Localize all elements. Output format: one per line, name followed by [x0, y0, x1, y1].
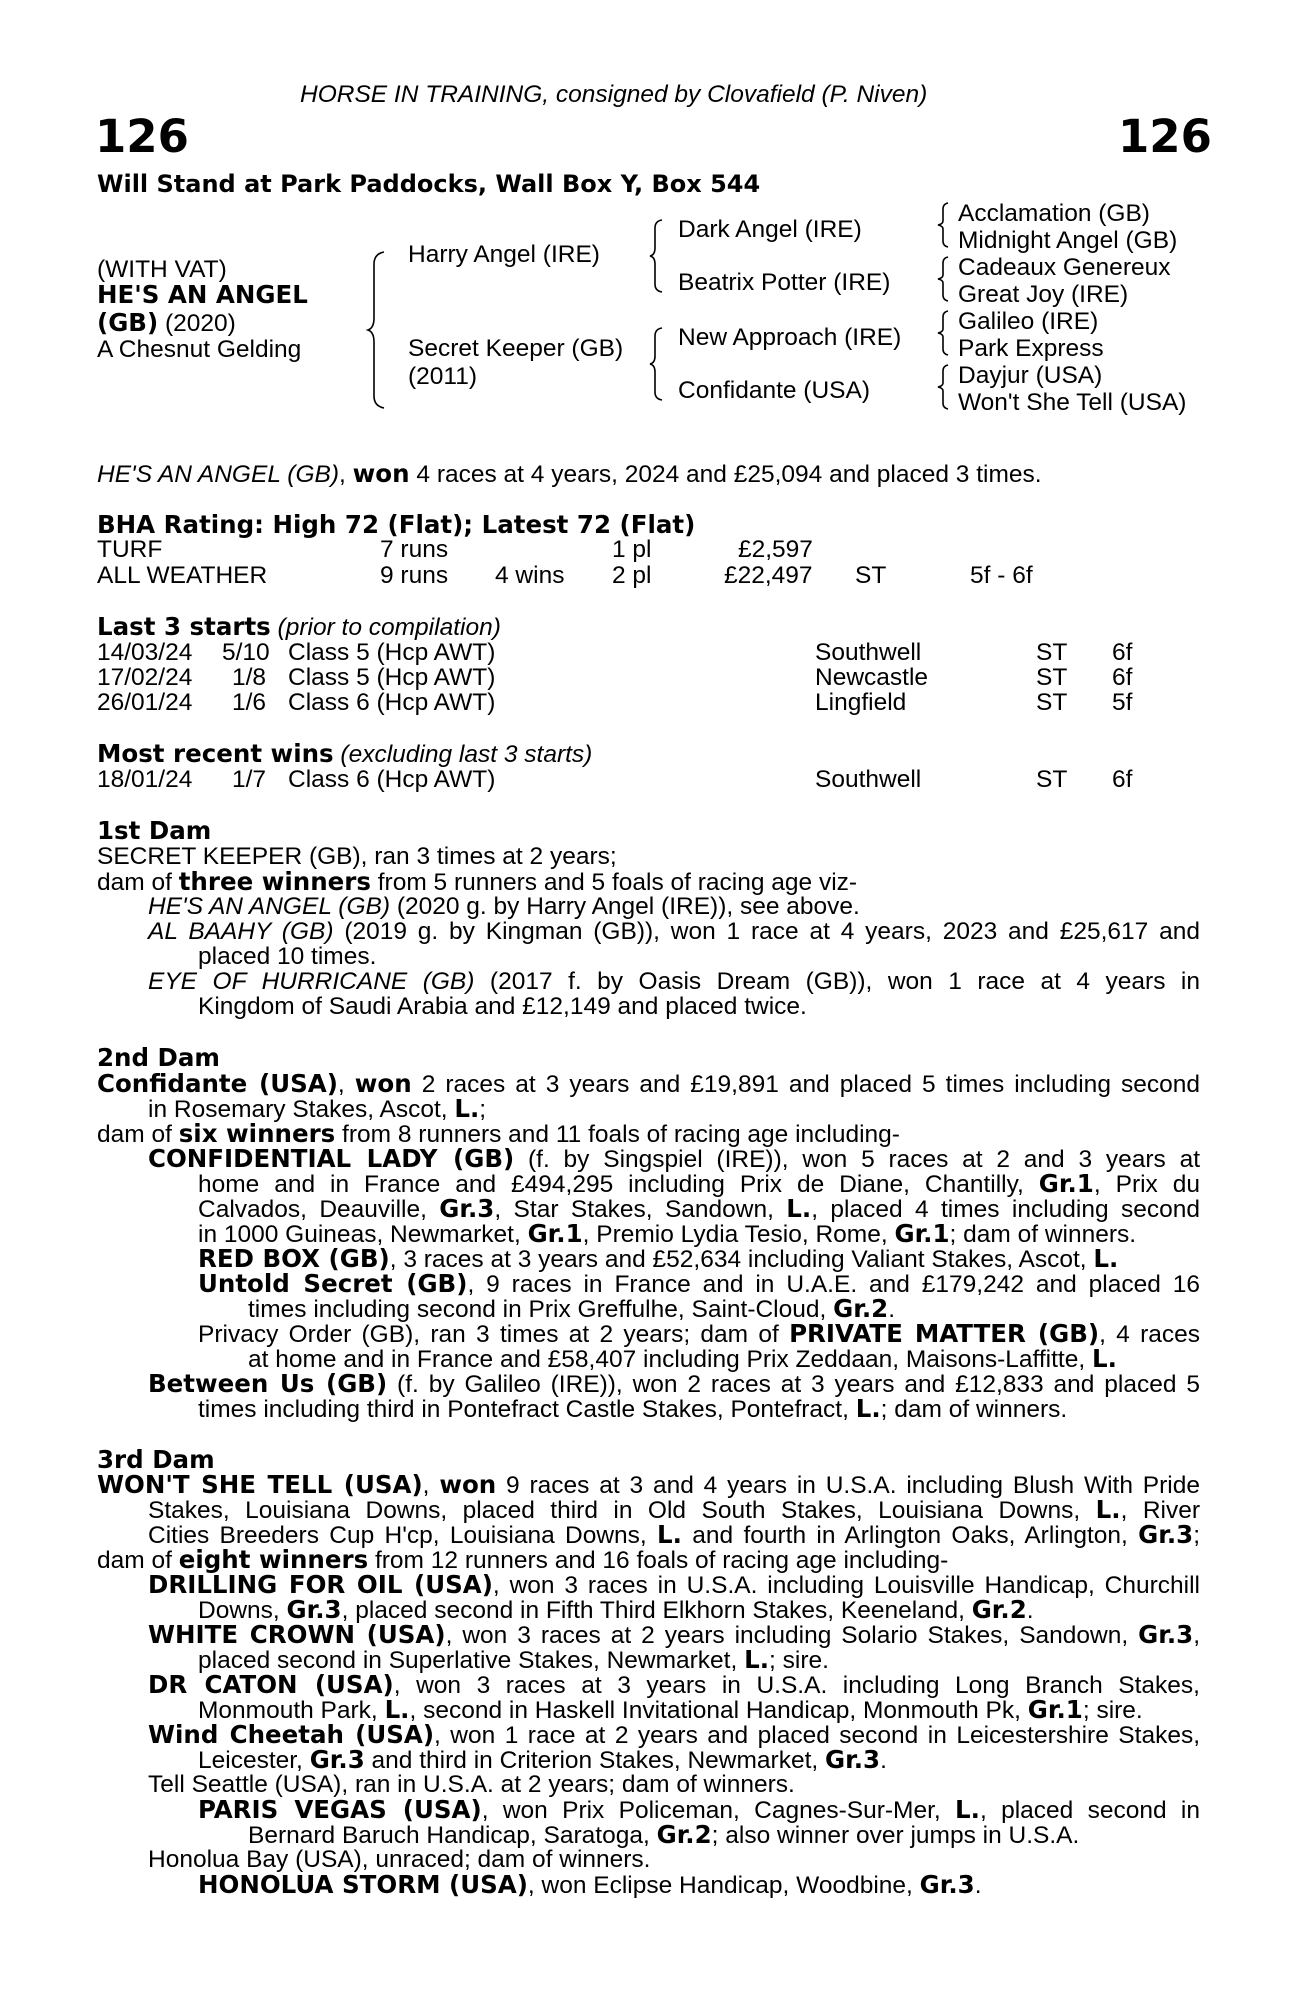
- text: from 8 runners and 11 foals of racing age including-: [335, 1121, 900, 1148]
- win-class: Class 6 (Hcp AWT): [288, 766, 496, 793]
- start-position: 5/10: [222, 639, 270, 666]
- child-name: EYE OF HURRICANE (GB): [148, 968, 475, 995]
- horse-name-line: [97, 282, 308, 309]
- child-name: HE'S AN ANGEL (GB): [148, 893, 391, 920]
- sire-dam: Beatrix Potter (IRE): [678, 269, 891, 296]
- text: in 1000 Guineas, Newmarket,: [198, 1221, 528, 1248]
- rating-prize-aw: £22,497: [724, 562, 813, 589]
- horse-name: HE'S AN ANGEL: [97, 280, 308, 309]
- grade-label: Gr.3: [286, 1595, 342, 1624]
- pedigree-brace-ggp-4: [938, 364, 950, 410]
- ggp-7: Dayjur (USA): [958, 362, 1103, 389]
- text: dam of: [97, 869, 179, 896]
- grade-label: Gr.2: [971, 1595, 1027, 1624]
- vat-note: (WITH VAT): [97, 256, 227, 283]
- rating-surface-aw: ALL WEATHER: [97, 562, 268, 589]
- summary-won: won: [352, 459, 410, 488]
- confidential-lady-line-2: [198, 1171, 1200, 1198]
- win-going: ST: [1036, 766, 1068, 793]
- start-course: Southwell: [815, 639, 922, 666]
- ggp-3: Cadeaux Genereux: [958, 254, 1171, 281]
- dam1-child-1: [148, 894, 860, 920]
- tell-seattle-line: Tell Seattle (USA), ran in U.S.A. at 2 years; dam of winners.: [148, 1771, 795, 1798]
- horse-name: PRIVATE MATTER (GB): [789, 1319, 1100, 1348]
- text: , placed second in Fifth Third Elkhorn Stakes, Keeneland,: [341, 1597, 972, 1624]
- ggp-5: Galileo (IRE): [958, 308, 1099, 335]
- text: , won 1 race at 2 years and placed second in Leicestershire Stakes,: [434, 1722, 1201, 1749]
- grade-label: Gr.3: [439, 1194, 495, 1223]
- horse-origin-line: [97, 310, 236, 337]
- text: Privacy Order (GB), ran 3 times at 2 years; dam of: [198, 1321, 790, 1348]
- listed-label: L.: [1093, 1244, 1119, 1273]
- text: , Star Stakes, Sandown,: [494, 1196, 787, 1223]
- race-summary: HE'S AN ANGEL (GB), won 4 races at 4 years, 2024 and £25,094 and placed 3 times.: [97, 459, 1042, 488]
- summary-text: 4 races at 4 years, 2024 and £25,094 and placed 3 times.: [409, 461, 1042, 488]
- pedigree-brace-ggp-2: [938, 256, 950, 302]
- text: , 9 races in France and in U.A.E. and £179,242 and placed 16: [467, 1271, 1200, 1298]
- ggp-4: Great Joy (IRE): [958, 281, 1129, 308]
- paris-vegas-line-2: [248, 1822, 1079, 1849]
- text: ;: [1193, 1522, 1200, 1549]
- text: , won 3 races in U.S.A. including Louisville Handicap, Churchill: [492, 1572, 1200, 1599]
- ggp-1: Acclamation (GB): [958, 200, 1150, 227]
- win-date: 18/01/24: [97, 766, 193, 793]
- text: .: [888, 1296, 895, 1323]
- dam1-heading: 1st Dam: [97, 816, 212, 845]
- pedigree-brace-dam: [650, 326, 666, 402]
- listed-label: L.: [955, 1795, 980, 1824]
- ggp-8: Won't She Tell (USA): [958, 389, 1187, 416]
- rating-heading: BHA Rating: High 72 (Flat); Latest 72 (Flat): [97, 510, 696, 539]
- text: ,: [422, 1472, 440, 1499]
- wind-cheetah-line-1: [148, 1722, 1200, 1749]
- listed-label: L.: [1095, 1495, 1121, 1524]
- text: .: [974, 1872, 982, 1899]
- text: , placed second in: [979, 1797, 1200, 1824]
- dam3-heading: 3rd Dam: [97, 1445, 215, 1474]
- horse-name: Wind Cheetah (USA): [148, 1720, 435, 1749]
- horse-name: DR CATON (USA): [148, 1670, 394, 1699]
- start-distance: 6f: [1112, 664, 1133, 691]
- start-distance: 5f: [1112, 689, 1133, 716]
- summary-horse: HE'S AN ANGEL (GB): [97, 461, 340, 488]
- listed-label: L.: [657, 1520, 682, 1549]
- rating-pl-aw: 2 pl: [612, 562, 652, 589]
- text: (2019 g. by Kingman (GB)), won 1 race at 4 years, 2023 and £25,617 and: [333, 918, 1200, 945]
- text: Downs,: [198, 1597, 287, 1624]
- text: , second in Haskell Invitational Handicap, Monmouth Pk,: [409, 1697, 1028, 1724]
- last3-note: (prior to compilation): [270, 614, 501, 641]
- grade-label: Gr.3: [919, 1870, 975, 1899]
- text: ; sire.: [1082, 1697, 1143, 1724]
- last3-heading: Last 3 starts: [97, 612, 271, 641]
- grade-label: Gr.3: [1138, 1520, 1194, 1549]
- text: Monmouth Park,: [198, 1697, 385, 1724]
- rating-wins-aw: 4 wins: [495, 562, 565, 589]
- dam2-line-1: [97, 1071, 1200, 1098]
- horse-name: RED BOX (GB): [198, 1244, 390, 1273]
- listed-label: L.: [786, 1194, 812, 1223]
- horse-name: HONOLUA STORM (USA): [198, 1870, 528, 1899]
- horse-country: (GB): [97, 308, 159, 337]
- text: ,: [1193, 1622, 1201, 1649]
- start-date: 17/02/24: [97, 664, 193, 691]
- text: (f. by Galileo (IRE)), won 2 races at 3 years and £12,833 and placed 5: [387, 1371, 1200, 1398]
- between-us-line-2: [198, 1396, 1067, 1423]
- grade-label: Gr.1: [1027, 1695, 1083, 1724]
- rating-prize-turf: £2,597: [738, 536, 813, 563]
- listed-label: L.: [384, 1695, 410, 1724]
- sire: Harry Angel (IRE): [408, 241, 600, 268]
- text: ; dam of winners.: [880, 1396, 1068, 1423]
- recent-heading: Most recent wins: [97, 739, 334, 768]
- dam1-child-2-cont: placed 10 times.: [198, 943, 377, 970]
- pedigree-brace-ggp-3: [938, 310, 950, 356]
- text: ,: [337, 1071, 355, 1098]
- won-label: won: [439, 1470, 497, 1499]
- horse-name: CONFIDENTIAL LADY (GB): [148, 1144, 515, 1173]
- wind-cheetah-line-2: [198, 1747, 887, 1774]
- start-position: 1/8: [232, 664, 267, 691]
- grade-label: Gr.1: [527, 1219, 583, 1248]
- text: Cities Breeders Cup H'cp, Louisiana Downs,: [148, 1522, 658, 1549]
- recent-heading-line: [97, 741, 592, 768]
- grade-label: Gr.3: [825, 1745, 881, 1774]
- text: Stakes, Louisiana Downs, placed third in Old South Stakes, Louisiana Downs,: [148, 1497, 1096, 1524]
- start-distance: 6f: [1112, 639, 1133, 666]
- text: and fourth in Arlington Oaks, Arlington,: [681, 1522, 1139, 1549]
- dam1-line: SECRET KEEPER (GB), ran 3 times at 2 years;: [97, 843, 617, 870]
- winners-count: six winners: [178, 1119, 336, 1148]
- grade-label: Gr.3: [1138, 1620, 1194, 1649]
- text: , Prix du: [1093, 1171, 1200, 1198]
- grade-label: Gr.1: [894, 1219, 950, 1248]
- text: , placed 4 times including second: [811, 1196, 1200, 1223]
- between-us-line-1: [148, 1371, 1200, 1398]
- win-distance: 6f: [1112, 766, 1133, 793]
- text: , Premio Lydia Tesio, Rome,: [582, 1221, 895, 1248]
- dam1-produce-line: [97, 869, 857, 896]
- dam-name: Confidante (USA): [97, 1069, 338, 1098]
- text: .: [880, 1747, 887, 1774]
- dam1-child-3-cont: Kingdom of Saudi Arabia and £12,149 and placed twice.: [198, 993, 807, 1020]
- win-position: 1/7: [232, 766, 267, 793]
- start-going: ST: [1036, 639, 1068, 666]
- win-course: Southwell: [815, 766, 922, 793]
- pedigree-brace-sire: [650, 218, 666, 294]
- start-class: Class 5 (Hcp AWT): [288, 664, 496, 691]
- rating-runs-turf: 7 runs: [380, 536, 449, 563]
- text: , won 3 races at 2 years including Solario Stakes, Sandown,: [445, 1622, 1139, 1649]
- text: ;: [479, 1096, 487, 1123]
- grade-label: Gr.1: [1038, 1169, 1094, 1198]
- horse-description: A Chesnut Gelding: [97, 336, 302, 363]
- ggp-6: Park Express: [958, 335, 1104, 362]
- pedigree-brace-ggp-1: [938, 202, 950, 248]
- dam3-line-1: [97, 1472, 1200, 1499]
- stand-location: Will Stand at Park Paddocks, Wall Box Y, Box 544: [97, 170, 761, 198]
- listed-label: L.: [1091, 1344, 1117, 1373]
- consignor-line: HORSE IN TRAINING, consigned by Clovafield (P. Niven): [300, 81, 928, 108]
- text: Leicester,: [198, 1747, 310, 1774]
- text: Calvados, Deauville,: [198, 1196, 440, 1223]
- text: (2020 g. by Harry Angel (IRE)), see above.: [390, 893, 860, 920]
- text: times including third in Pontefract Castle Stakes, Pontefract,: [198, 1396, 856, 1423]
- honolua-storm-line: [198, 1872, 982, 1899]
- start-course: Lingfield: [815, 689, 907, 716]
- dam1-child-2: [148, 919, 1200, 945]
- winners-count: eight winners: [178, 1545, 369, 1574]
- text: , River: [1120, 1497, 1200, 1524]
- listed-label: L.: [855, 1394, 881, 1423]
- dam-sire: New Approach (IRE): [678, 324, 902, 351]
- last3-heading-line: [97, 614, 501, 641]
- dam-dam: Confidante (USA): [678, 377, 871, 404]
- grade-label: Gr.2: [833, 1294, 889, 1323]
- dam1-child-3: [148, 969, 1200, 995]
- text: home and in France and £494,295 including Prix de Diane, Chantilly,: [198, 1171, 1039, 1198]
- child-name: AL BAAHY (GB): [148, 918, 334, 945]
- text: ; dam of winners.: [949, 1221, 1137, 1248]
- horse-name: WHITE CROWN (USA): [148, 1620, 446, 1649]
- horse-name: PARIS VEGAS (USA): [198, 1795, 482, 1824]
- text: (2017 f. by Oasis Dream (GB)), won 1 race at 4 years in: [474, 968, 1201, 995]
- text: times including second in Prix Greffulhe, Saint-Cloud,: [248, 1296, 834, 1323]
- dam2-heading: 2nd Dam: [97, 1043, 220, 1072]
- start-date: 26/01/24: [97, 689, 193, 716]
- dam-name: WON'T SHE TELL (USA): [97, 1470, 423, 1499]
- start-position: 1/6: [232, 689, 267, 716]
- text: , won 3 races at 3 years in U.S.A. including Long Branch Stakes,: [393, 1672, 1200, 1699]
- text: dam of: [97, 1547, 179, 1574]
- text: , won Eclipse Handicap, Woodbine,: [527, 1872, 920, 1899]
- horse-name: Between Us (GB): [148, 1369, 388, 1398]
- pedigree-brace-main: [370, 250, 390, 410]
- listed-label: L.: [744, 1645, 770, 1674]
- text: placed second in Superlative Stakes, Newmarket,: [198, 1647, 745, 1674]
- text: , won Prix Policeman, Cagnes-Sur-Mer,: [481, 1797, 956, 1824]
- recent-note: (excluding last 3 starts): [333, 741, 593, 768]
- text: 2 races at 3 years and £19,891 and placed 5 times including second: [411, 1071, 1200, 1098]
- ggp-2: Midnight Angel (GB): [958, 227, 1178, 254]
- winners-count: three winners: [178, 867, 371, 896]
- grade-label: Gr.2: [656, 1820, 712, 1849]
- white-crown-line-1: [148, 1622, 1200, 1649]
- start-going: ST: [1036, 689, 1068, 716]
- horse-name: DRILLING FOR OIL (USA): [148, 1570, 493, 1599]
- text: ; sire.: [769, 1647, 829, 1674]
- start-class: Class 6 (Hcp AWT): [288, 689, 496, 716]
- text: from 12 runners and 16 foals of racing age including-: [368, 1547, 949, 1574]
- rating-going-aw: ST: [855, 562, 887, 589]
- rating-pl-turf: 1 pl: [612, 536, 652, 563]
- text: ; also winner over jumps in U.S.A.: [711, 1822, 1080, 1849]
- start-course: Newcastle: [815, 664, 929, 691]
- text: , 3 races at 3 years and £52,634 including Valiant Stakes, Ascot,: [389, 1246, 1094, 1273]
- text: (f. by Singspiel (IRE)), won 5 races at 2 and 3 years at: [514, 1146, 1201, 1173]
- horse-year: (2020): [158, 310, 236, 337]
- horse-name: Untold Secret (GB): [198, 1269, 468, 1298]
- listed-label: L.: [454, 1094, 480, 1123]
- grade-label: Gr.3: [309, 1745, 365, 1774]
- text: , 4 races: [1099, 1321, 1200, 1348]
- text: dam of: [97, 1121, 179, 1148]
- rating-dist-aw: 5f - 6f: [970, 562, 1033, 589]
- start-going: ST: [1036, 664, 1068, 691]
- rating-surface-turf: TURF: [97, 536, 163, 563]
- rating-runs-aw: 9 runs: [380, 562, 449, 589]
- dam: Secret Keeper (GB): [408, 335, 624, 362]
- won-label: won: [354, 1069, 412, 1098]
- text: .: [1026, 1597, 1034, 1624]
- confidential-lady-line-3: [198, 1196, 1200, 1223]
- start-class: Class 5 (Hcp AWT): [288, 639, 496, 666]
- text: in Rosemary Stakes, Ascot,: [148, 1096, 455, 1123]
- lot-number-left: 126: [95, 110, 189, 163]
- text: Bernard Baruch Handicap, Saratoga,: [248, 1822, 657, 1849]
- text: at home and in France and £58,407 including Prix Zeddaan, Maisons-Laffitte,: [248, 1346, 1092, 1373]
- sire-sire: Dark Angel (IRE): [678, 216, 862, 243]
- text: and third in Criterion Stakes, Newmarket,: [364, 1747, 825, 1774]
- privacy-order-line-1: [198, 1321, 1200, 1348]
- lot-number-right: 126: [1118, 110, 1212, 163]
- text: from 5 runners and 5 foals of racing age viz-: [370, 869, 858, 896]
- text: 9 races at 3 and 4 years in U.S.A. including Blush With Pride: [496, 1472, 1200, 1499]
- untold-secret-line-1: [198, 1271, 1200, 1298]
- start-date: 14/03/24: [97, 639, 193, 666]
- honolua-bay-line: Honolua Bay (USA), unraced; dam of winners.: [148, 1846, 651, 1873]
- dam-year: (2011): [408, 363, 478, 390]
